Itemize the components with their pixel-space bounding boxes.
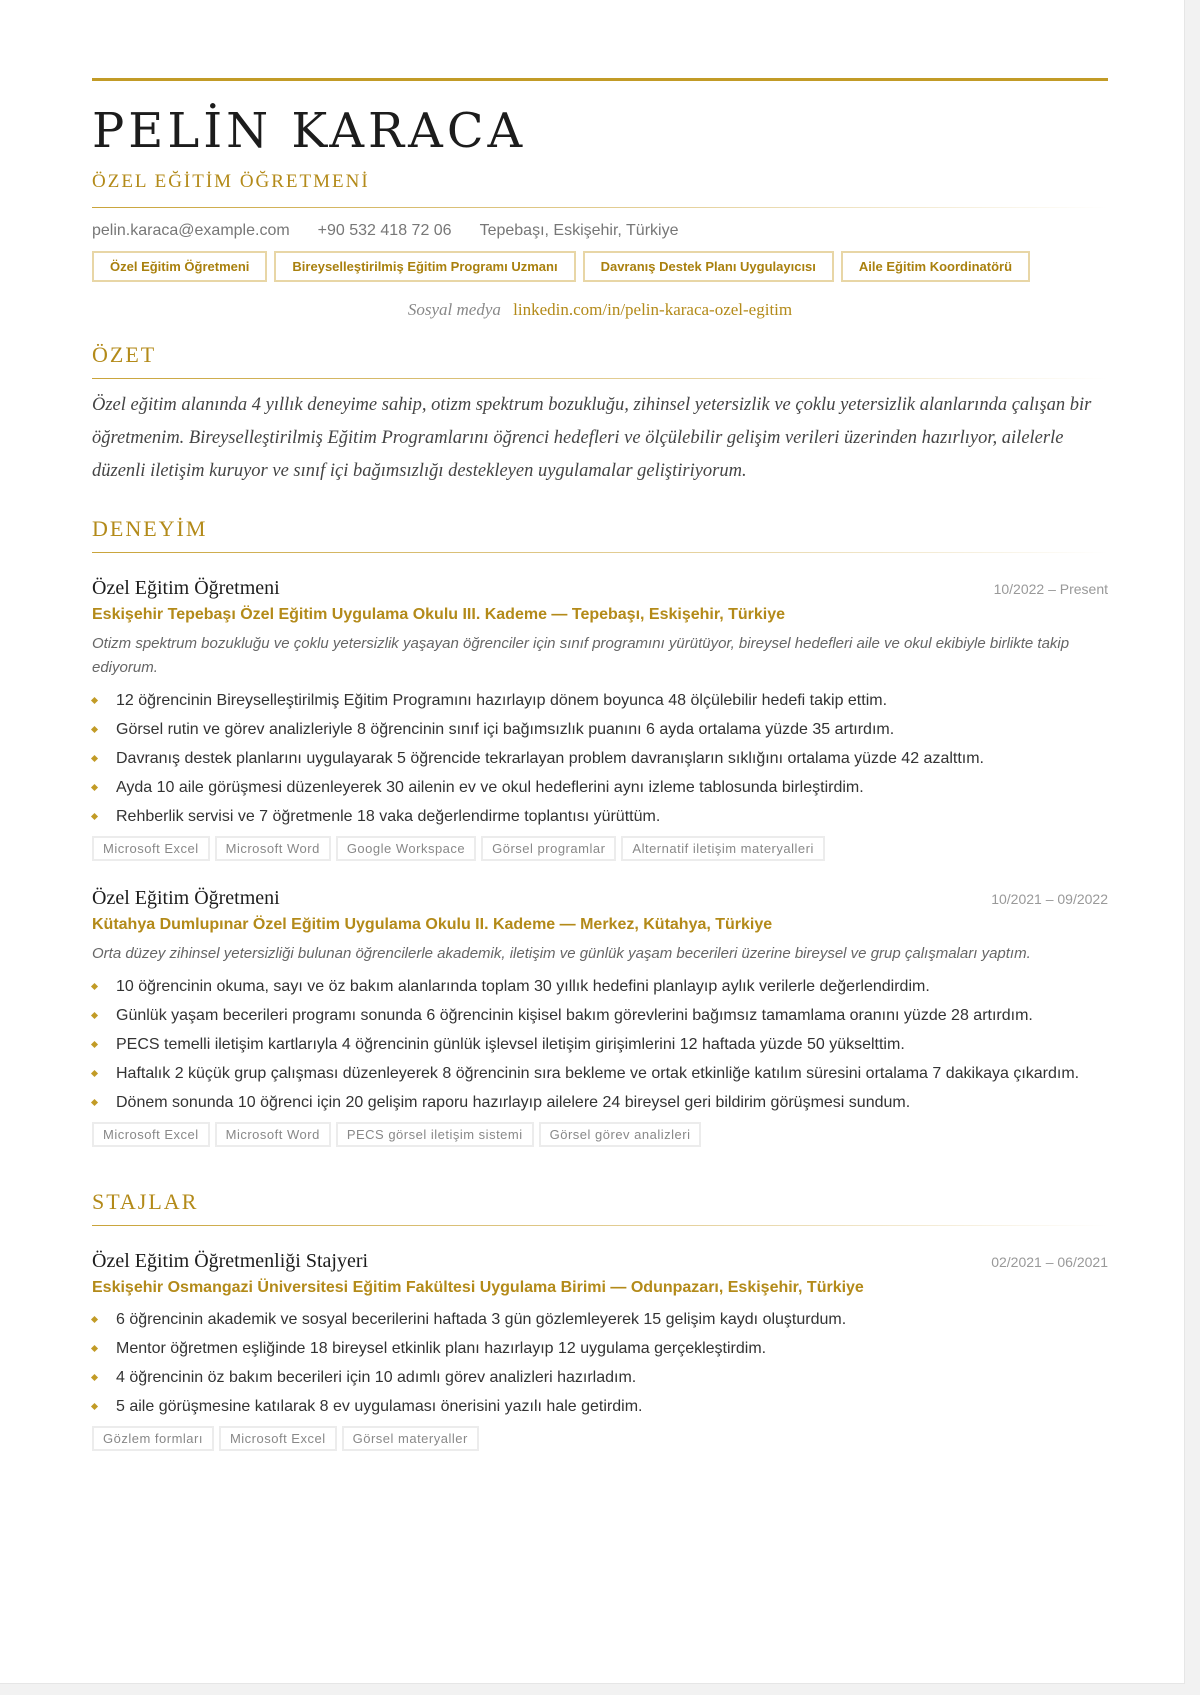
job-title: Özel Eğitim Öğretmeni	[92, 577, 280, 599]
skill-tags	[92, 836, 1108, 861]
bullet-text: 4 öğrencinin öz bakım becerileri için 10 adımlı görev analizleri hazırladım.	[116, 1369, 637, 1386]
bullet-text: Görsel rutin ve görev analizleriyle 8 öğrencinin sınıf içi bağımsızlık puanını 6 ayda ortalama yüzde 35 artırdım.	[116, 721, 895, 738]
location-text: Tepebaşı, Eskişehir, Türkiye	[479, 222, 679, 239]
bullet-item	[92, 802, 1108, 831]
job-bullets	[92, 972, 1108, 1117]
job-description: Otizm spektrum bozukluğu ve çoklu yetersizlik yaşayan öğrenciler için sınıf programını yürütüyor, bireysel hedefleri aile ve okul ekibiyle birlikte takip ediyorum.	[92, 635, 1070, 676]
social-label: Sosyal medya	[407, 300, 501, 319]
job-header	[92, 577, 1108, 600]
diamond-bullet-icon	[91, 1012, 98, 1019]
bullet-text: 12 öğrencinin Bireyselleştirilmiş Eğitim Programını hazırlayıp dönem boyunca 48 ölçülebilir hedefi takip ettim.	[116, 692, 888, 709]
diamond-bullet-icon	[91, 1345, 98, 1352]
bullet-text: 10 öğrencinin okuma, sayı ve öz bakım alanlarında toplam 30 yıllık hedefini planlayıp aylık verilerle değerlendirdim.	[116, 978, 930, 995]
skill-tag: Microsoft Excel	[92, 836, 210, 861]
bullet-text: Ayda 10 aile görüşmesi düzenleyerek 30 ailenin ev ve okul hedeflerini aynı izleme tablosunda birleştirdim.	[116, 779, 864, 796]
diamond-bullet-icon	[91, 784, 98, 791]
phone-text[interactable]: +90 532 418 72 06	[317, 222, 452, 239]
skill-tag: Microsoft Word	[215, 1122, 331, 1147]
diamond-bullet-icon	[91, 1070, 98, 1077]
job-organization: Eskişehir Osmangazi Üniversitesi Eğitim Fakültesi Uygulama Birimi — Odunpazarı, Eskişehir, Türkiye	[92, 1279, 864, 1296]
job-header	[92, 1250, 1108, 1273]
diamond-bullet-icon	[91, 726, 98, 733]
badge: Özel Eğitim Öğretmeni	[92, 251, 267, 282]
bullet-item	[92, 1088, 1108, 1117]
candidate-name: PELİN KARACA	[92, 103, 527, 159]
summary-text: Özel eğitim alanında 4 yıllık deneyime sahip, otizm spektrum bozukluğu, zihinsel yetersizlik ve çoklu yetersizlik alanlarında çalışan bir öğretmenim. Bireyselleştirilmiş Eğitim Programlarını öğrenci hedefleri ve ölçülebilir gelişim verileri üzerinden hazırlıyor, ailelerle düzenli iletişim kuruyor ve sınıf içi bağımsızlığı destekleyen uygulamalar geliştiriyorum.	[92, 395, 1092, 481]
resume-content	[92, 78, 1108, 1451]
bullet-text: Günlük yaşam becerileri programı sonunda 6 öğrencinin kişisel bakım görevlerini bağımsız tamamlama oranını yüzde 28 artırdım.	[116, 1007, 1033, 1024]
skill-tag: Microsoft Excel	[219, 1426, 337, 1451]
experience-entry	[92, 887, 1108, 1147]
skill-tags	[92, 1426, 1108, 1451]
job-organization: Kütahya Dumlupınar Özel Eğitim Uygulama Okulu II. Kademe — Merkez, Kütahya, Türkiye	[92, 916, 773, 933]
badge-row	[92, 251, 1108, 282]
bullet-text: 6 öğrencinin akademik ve sosyal becerilerini haftada 3 gün gözlemleyerek 15 gelişim kaydı oluşturdum.	[116, 1311, 847, 1328]
bullet-item	[92, 686, 1108, 715]
bullet-item	[92, 1392, 1108, 1421]
skill-tags	[92, 1122, 1108, 1147]
bullet-text: PECS temelli iletişim kartlarıyla 4 öğrencinin günlük işlevsel iletişim girişimlerini 12 haftada yüzde 50 yükselttim.	[116, 1036, 905, 1053]
section-divider	[92, 552, 1108, 553]
skill-tag: Görsel materyaller	[342, 1426, 479, 1451]
skill-tag: Görsel programlar	[481, 836, 616, 861]
bullet-text: 5 aile görüşmesine katılarak 8 ev uygulaması önerisini yazılı hale getirdim.	[116, 1398, 643, 1415]
badge: Aile Eğitim Koordinatörü	[841, 251, 1030, 282]
bullet-item	[92, 972, 1108, 1001]
bullet-text: Rehberlik servisi ve 7 öğretmenle 18 vaka değerlendirme toplantısı yürüttüm.	[116, 808, 661, 825]
section-title-internships: STAJLAR	[92, 1189, 199, 1214]
diamond-bullet-icon	[91, 1374, 98, 1381]
bullet-item	[92, 773, 1108, 802]
bullet-item	[92, 1001, 1108, 1030]
email-text[interactable]: pelin.karaca@example.com	[92, 222, 290, 239]
bullet-item	[92, 1305, 1108, 1334]
diamond-bullet-icon	[91, 755, 98, 762]
section-title-summary: ÖZET	[92, 342, 157, 367]
bullet-text: Davranış destek planlarını uygulayarak 5 öğrencide tekrarlayan problem davranışların sıklığını ortalama yüzde 42 azalttım.	[116, 750, 984, 767]
skill-tag: PECS görsel iletişim sistemi	[336, 1122, 534, 1147]
job-date: 10/2022 – Present	[993, 581, 1108, 597]
linkedin-link[interactable]: linkedin.com/in/pelin-karaca-ozel-egitim	[513, 300, 793, 319]
header-divider	[92, 207, 1108, 208]
skill-tag: Microsoft Excel	[92, 1122, 210, 1147]
bullet-item	[92, 1059, 1108, 1088]
job-organization: Eskişehir Tepebaşı Özel Eğitim Uygulama Okulu III. Kademe — Tepebaşı, Eskişehir, Türkiye	[92, 606, 785, 623]
skill-tag: Microsoft Word	[215, 836, 331, 861]
bullet-item	[92, 715, 1108, 744]
badge: Davranış Destek Planı Uygulayıcısı	[583, 251, 834, 282]
diamond-bullet-icon	[91, 1099, 98, 1106]
job-date: 02/2021 – 06/2021	[991, 1254, 1108, 1270]
skill-tag: Görsel görev analizleri	[539, 1122, 702, 1147]
bullet-item	[92, 744, 1108, 773]
job-bullets	[92, 1305, 1108, 1421]
job-title: Özel Eğitim Öğretmeni	[92, 887, 280, 909]
job-header	[92, 887, 1108, 910]
job-bullets	[92, 686, 1108, 831]
job-description: Orta düzey zihinsel yetersizliği bulunan öğrencilerle akademik, iletişim ve günlük yaşam becerileri üzerine bireysel ve grup çalışmaları yaptım.	[92, 945, 1031, 962]
experience-entry	[92, 577, 1108, 861]
badge: Bireyselleştirilmiş Eğitim Programı Uzmanı	[274, 251, 575, 282]
section-divider	[92, 1225, 1108, 1226]
section-divider	[92, 378, 1108, 379]
candidate-role: ÖZEL EĞİTİM ÖĞRETMENİ	[92, 171, 370, 192]
skill-tag: Google Workspace	[336, 836, 476, 861]
top-rule	[92, 78, 1108, 81]
diamond-bullet-icon	[91, 1403, 98, 1410]
diamond-bullet-icon	[91, 813, 98, 820]
job-date: 10/2021 – 09/2022	[991, 891, 1108, 907]
contact-line	[92, 222, 1108, 240]
diamond-bullet-icon	[91, 983, 98, 990]
skill-tag: Gözlem formları	[92, 1426, 214, 1451]
internship-entry	[92, 1250, 1108, 1451]
section-title-experience: DENEYİM	[92, 516, 208, 541]
bullet-item	[92, 1363, 1108, 1392]
diamond-bullet-icon	[91, 1041, 98, 1048]
bullet-item	[92, 1030, 1108, 1059]
skill-tag: Alternatif iletişim materyalleri	[621, 836, 824, 861]
bullet-text: Dönem sonunda 10 öğrenci için 20 gelişim raporu hazırlayıp ailelere 24 bireysel geri bildirim görüşmesi sundum.	[116, 1094, 911, 1111]
bullet-text: Mentor öğretmen eşliğinde 18 bireysel etkinlik planı hazırlayıp 12 uygulama gerçekleştirdim.	[116, 1340, 767, 1357]
bullet-item	[92, 1334, 1108, 1363]
diamond-bullet-icon	[91, 697, 98, 704]
bullet-text: Haftalık 2 küçük grup çalışması düzenleyerek 8 öğrencinin sıra bekleme ve ortak etkinliğe katılım süresini ortalama 7 dakikaya çıkardım.	[116, 1065, 1080, 1082]
social-line	[92, 300, 1108, 320]
job-title: Özel Eğitim Öğretmenliği Stajyeri	[92, 1250, 369, 1272]
diamond-bullet-icon	[91, 1316, 98, 1323]
